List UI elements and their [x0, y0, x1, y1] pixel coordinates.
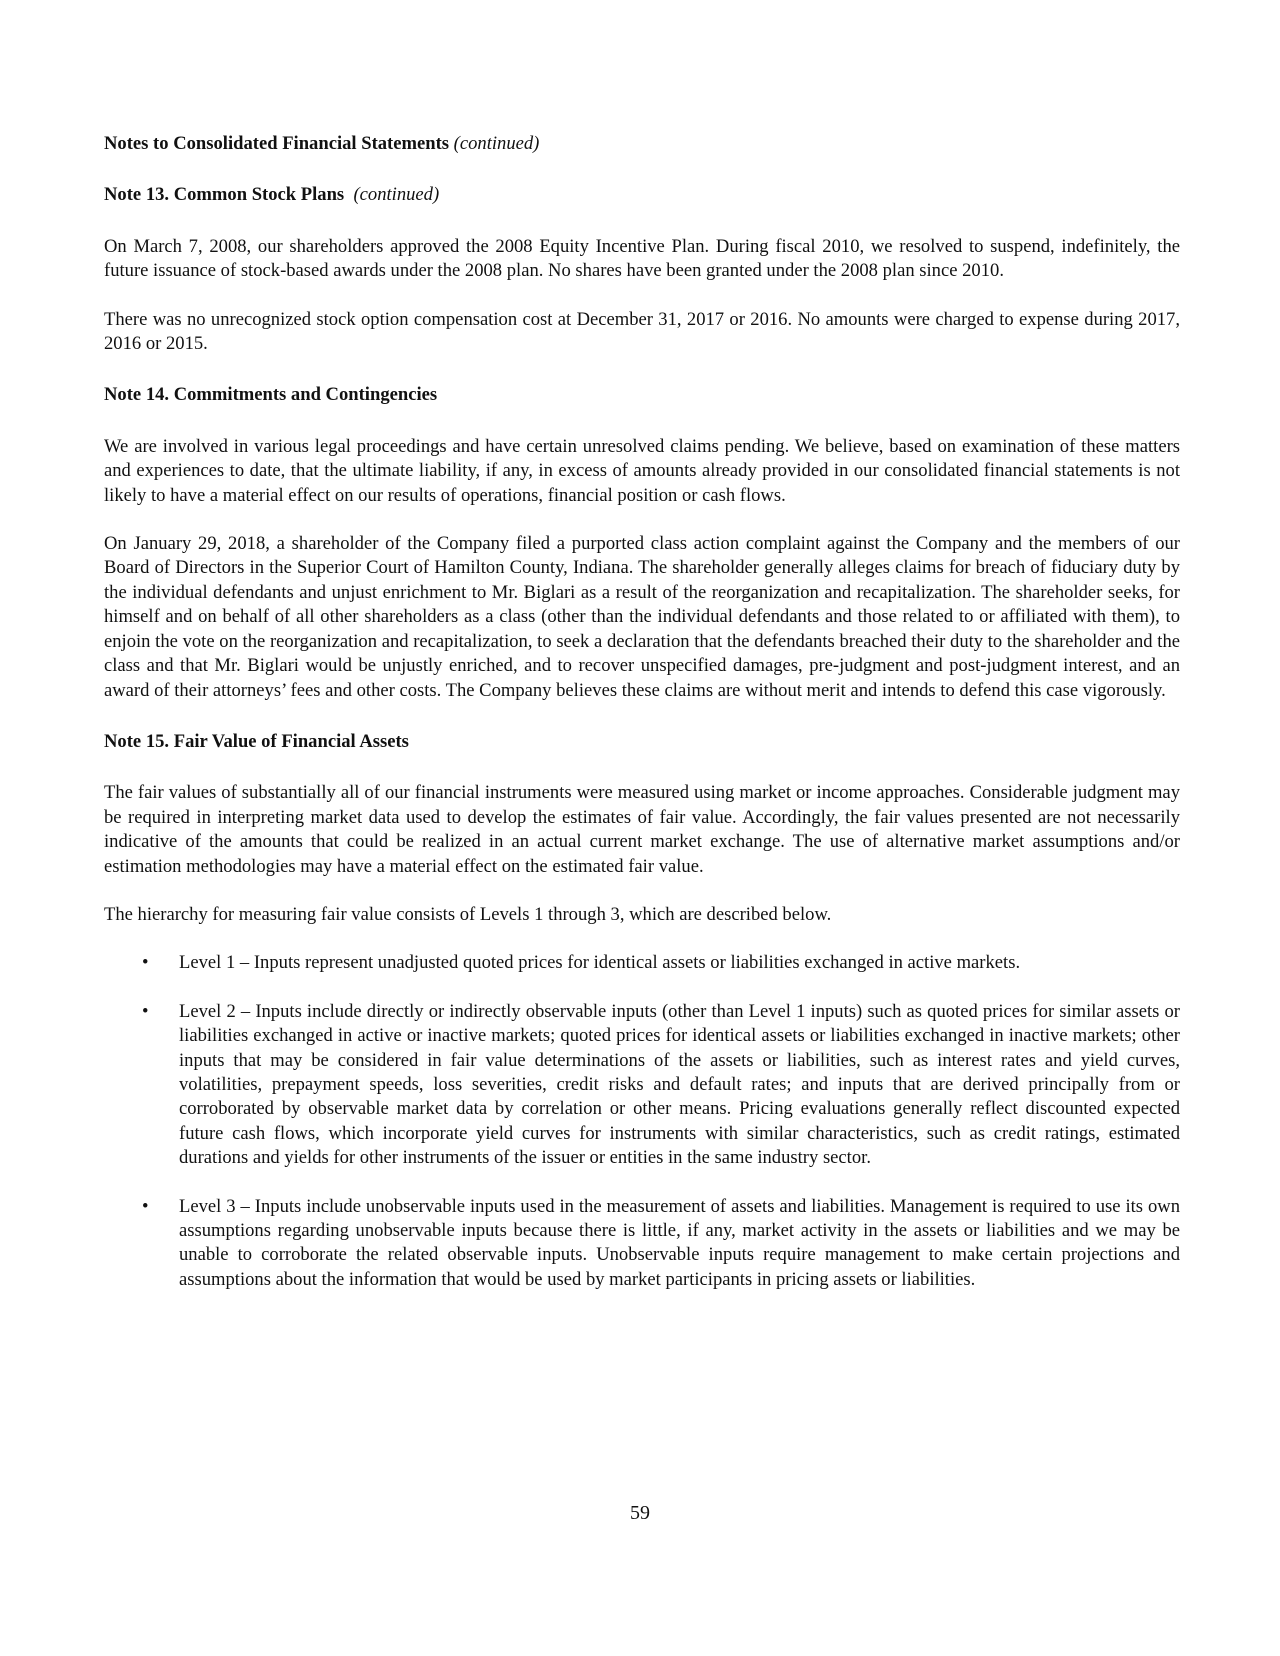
note-14-heading: Note 14. Commitments and Contingencies [104, 384, 438, 406]
level-2-text: Level 2 – Inputs include directly or indirectly observable inputs (other than Level 1 inputs) such as quoted prices for similar assets or liabilities exchanged in active or inactive markets; quoted prices for identical assets or liabilities exchanged in inactive markets; other inputs that may be considered in fair value determinations of the assets or liabilities, such as interest rates and yield curves, volatilities, prepayment speeds, loss severities, credit risks and default rates; and inputs that are derived principally from or corroborated by observable market data by correlation or other means. Pricing evaluations generally reflect discounted expected future cash flows, which incorporate yield curves for instruments with similar characteristics, such as credit ratings, estimated durations and yields for other instruments of the issuer or entities in the same industry sector. [179, 1000, 1180, 1169]
page-number: 59 [630, 1502, 650, 1524]
level-1-text: Level 1 – Inputs represent unadjusted quoted prices for identical assets or liabilities exchanged in active markets. [179, 952, 1021, 974]
note-13-continued: (continued) [353, 184, 440, 206]
note-14-paragraph-2: On January 29, 2018, a shareholder of the Company filed a purported class action complaint against the Company and the members of our Board of Directors in the Superior Court of Hamilton County, Indiana. The shareholder generally alleges claims for breach of fiduciary duty by the individual defendants and unjust enrichment to Mr. Biglari as a result of the reorganization and recapitalization. The shareholder seeks, for himself and on behalf of all other shareholders as a class (other than the individual defendants and those related to or affiliated with them), to enjoin the vote on the reorganization and recapitalization, to seek a declaration that the defendants breached their duty to the shareholder and the class and that Mr. Biglari would be unjustly enriched, and to recover unspecified damages, pre-judgment and post-judgment interest, and an award of their attorneys’ fees and other costs. The Company believes these claims are without merit and intends to defend this case vigorously. [104, 533, 1180, 701]
note-13-paragraph-1: On March 7, 2008, our shareholders approved the 2008 Equity Incentive Plan. During fiscal 2010, we resolved to suspend, indefinitely, the future issuance of stock-based awards under the 2008 plan. No shares have been granted under the 2008 plan since 2010. [104, 235, 1180, 282]
note-13-paragraph-2: There was no unrecognized stock option compensation cost at December 31, 2017 or 2016. No amounts were charged to expense during 2017, 2016 or 2015. [104, 308, 1180, 355]
document-page [104, 132, 1180, 1292]
page-header [104, 132, 1180, 156]
list-item-level-1 [104, 951, 1180, 975]
note-15-paragraph-2: The hierarchy for measuring fair value consists of Levels 1 through 3, which are described below. [104, 903, 832, 925]
level-3-text: Level 3 – Inputs include unobservable inputs used in the measurement of assets and liabilities. Management is required to use its own assumptions regarding unobservable inputs because there is little, if any, market activity in the assets or liabilities and we may be unable to corroborate the related observable inputs. Unobservable inputs require management to make certain projections and assumptions about the information that would be used by market participants in pricing assets or liabilities. [179, 1195, 1180, 1290]
list-item-level-3 [104, 1195, 1180, 1293]
page-header-title: Notes to Consolidated Financial Statements [104, 133, 450, 154]
page-header-continued: (continued) [453, 133, 540, 154]
bullet-icon: • [142, 1000, 149, 1022]
note-14-paragraph-1: We are involved in various legal proceedings and have certain unresolved claims pending. We believe, based on examination of these matters and experiences to date, that the ultimate liability, if any, in excess of amounts already provided in our consolidated financial statements is not likely to have a material effect on our results of operations, financial position or cash flows. [104, 435, 1180, 506]
note-15-heading: Note 15. Fair Value of Financial Assets [104, 730, 409, 752]
note-13-title: Note 13. Common Stock Plans [104, 184, 345, 206]
note-13-heading [104, 183, 1180, 207]
fair-value-levels-list [104, 951, 1180, 1292]
bullet-icon: • [142, 952, 149, 974]
list-item-level-2 [104, 1000, 1180, 1171]
bullet-icon: • [142, 1195, 149, 1217]
note-15-paragraph-1: The fair values of substantially all of our financial instruments were measured using market or income approaches. Considerable judgment may be required in interpreting market data used to develop the estimates of fair value. Accordingly, the fair values presented are not necessarily indicative of the amounts that could be realized in an actual current market exchange. The use of alternative market assumptions and/or estimation methodologies may have a material effect on the estimated fair value. [104, 782, 1180, 877]
